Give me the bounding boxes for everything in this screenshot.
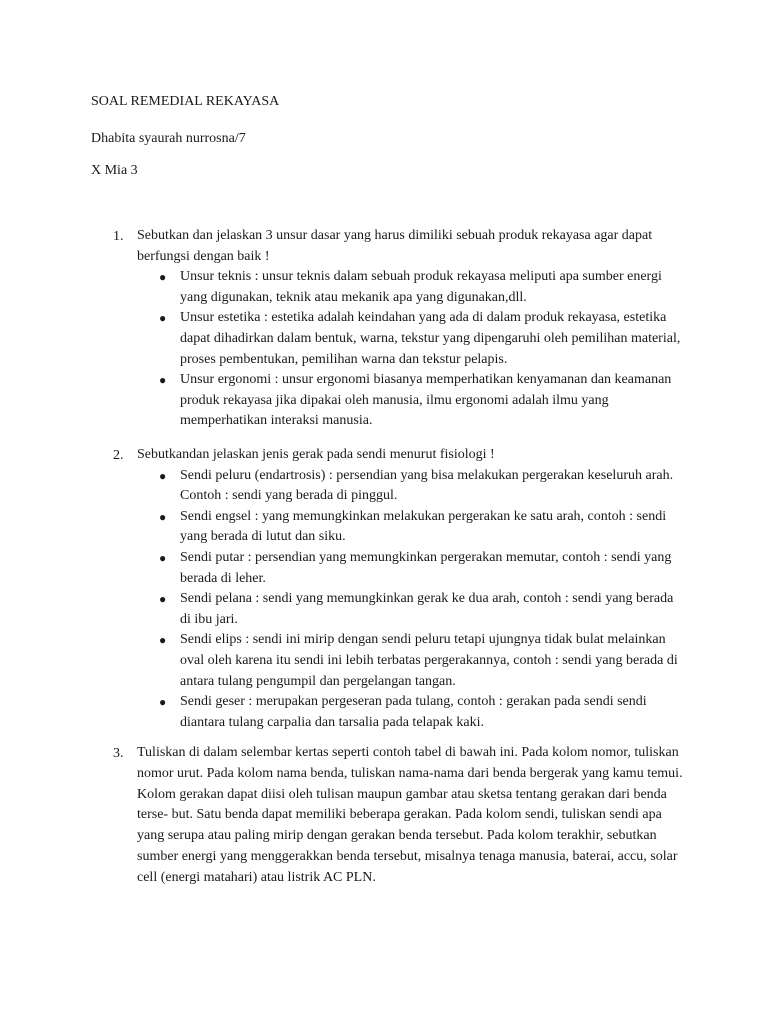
bullet-icon: ● [159, 468, 167, 483]
list-item [113, 692, 683, 733]
question-text: Sebutkandan jelaskan jenis gerak pada sendi menurut fisiologi ! [137, 447, 495, 462]
student-class: X Mia 3 [91, 163, 138, 178]
list-item [113, 589, 683, 630]
question-1 [113, 226, 683, 432]
list-item [113, 548, 683, 589]
answer-text: Sendi pelana : sendi yang memungkinkan gerak ke dua arah, contoh : sendi yang berada di ibu jari. [180, 591, 674, 627]
question-3 [113, 743, 688, 889]
answer-text: Sendi peluru (endartrosis) : persendian yang bisa melakukan pergerakan keseluruh arah. Contoh : sendi yang berada di pinggul. [180, 467, 674, 504]
answer-list [113, 267, 683, 432]
answer-text: Sendi putar : persendian yang memungkinkan pergerakan memutar, contoh : sendi yang berada di leher. [180, 549, 672, 586]
list-item [113, 308, 683, 370]
answer-text: Sendi elips : sendi ini mirip dengan sendi peluru tetapi ujungnya tidak bulat melainkan oval oleh karena itu sendi ini lebih terbatas pergerakannya, contoh : sendi yang berada di antara tulang pengumpil dan pergelangan tangan. [180, 632, 678, 689]
question-text: Sebutkan dan jelaskan 3 unsur dasar yang harus dimiliki sebuah produk rekayasa agar dapat berfungsi dengan baik ! [137, 228, 653, 264]
bullet-icon: ● [159, 550, 167, 565]
student-name: Dhabita syaurah nurrosna/7 [91, 131, 246, 146]
answer-text: Unsur teknis : unsur teknis dalam sebuah produk rekayasa meliputi apa sumber energi yang digunakan, teknik atau mekanik apa yang digunakan,dll. [180, 269, 662, 305]
bullet-icon: ● [159, 311, 167, 326]
list-item [113, 630, 683, 692]
bullet-icon: ● [159, 509, 167, 524]
list-item [113, 466, 683, 507]
question-2 [113, 445, 683, 733]
answer-text: Unsur estetika : estetika adalah keindahan yang ada di dalam produk rekayasa, estetika dapat dihadirkan dalam bentuk, warna, tekstur yang dipengaruhi oleh pemilihan material, proses pembentukan, pemilihan warna dan tekstur pelapis. [180, 310, 681, 367]
document-title: SOAL REMEDIAL REKAYASA [91, 94, 280, 109]
bullet-icon: ● [159, 270, 167, 285]
bullet-icon: ● [159, 695, 167, 710]
answer-text: Unsur ergonomi : unsur ergonomi biasanya memperhatikan kenyamanan dan keamanan produk rekayasa jika dipakai oleh manusia, ilmu ergonomi adalah ilmu yang memperhatikan interaksi manusia. [180, 372, 672, 429]
answer-list [113, 466, 683, 734]
question-number: 2. [113, 448, 124, 463]
list-item [113, 507, 683, 548]
answer-text: Sendi geser : merupakan pergeseran pada tulang, contoh : gerakan pada sendi sendi diantara tulang carpalia dan tarsalia pada telapak kaki. [180, 694, 647, 730]
list-item [113, 267, 683, 308]
question-number: 1. [113, 229, 124, 244]
question-text: Tuliskan di dalam selembar kertas seperti contoh tabel di bawah ini. Pada kolom nomor, tuliskan nomor urut. Pada kolom nama benda, tuliskan nama-nama dari benda bergerak yang kamu temui. Kolom gerakan dapat diisi oleh tulisan maupun gambar atau sketsa tentang gerakan dari benda terse- but. Satu benda dapat memiliki beberapa gerakan. Pada kolom sendi, tuliskan sendi apa yang serupa atau paling mirip dengan gerakan benda tersebut. Pada kolom terakhir, sebutkan sumber energi yang menggerakkan benda tersebut, misalnya tenaga manusia, baterai, accu, solar cell (energi matahari) atau listrik AC PLN. [137, 745, 683, 885]
bullet-icon: ● [159, 592, 167, 607]
bullet-icon: ● [159, 633, 167, 648]
question-number: 3. [113, 746, 124, 761]
answer-text: Sendi engsel : yang memungkinkan melakukan pergerakan ke satu arah, contoh : sendi yang berada di lutut dan siku. [180, 508, 667, 545]
bullet-icon: ● [159, 373, 167, 388]
list-item [113, 370, 683, 432]
